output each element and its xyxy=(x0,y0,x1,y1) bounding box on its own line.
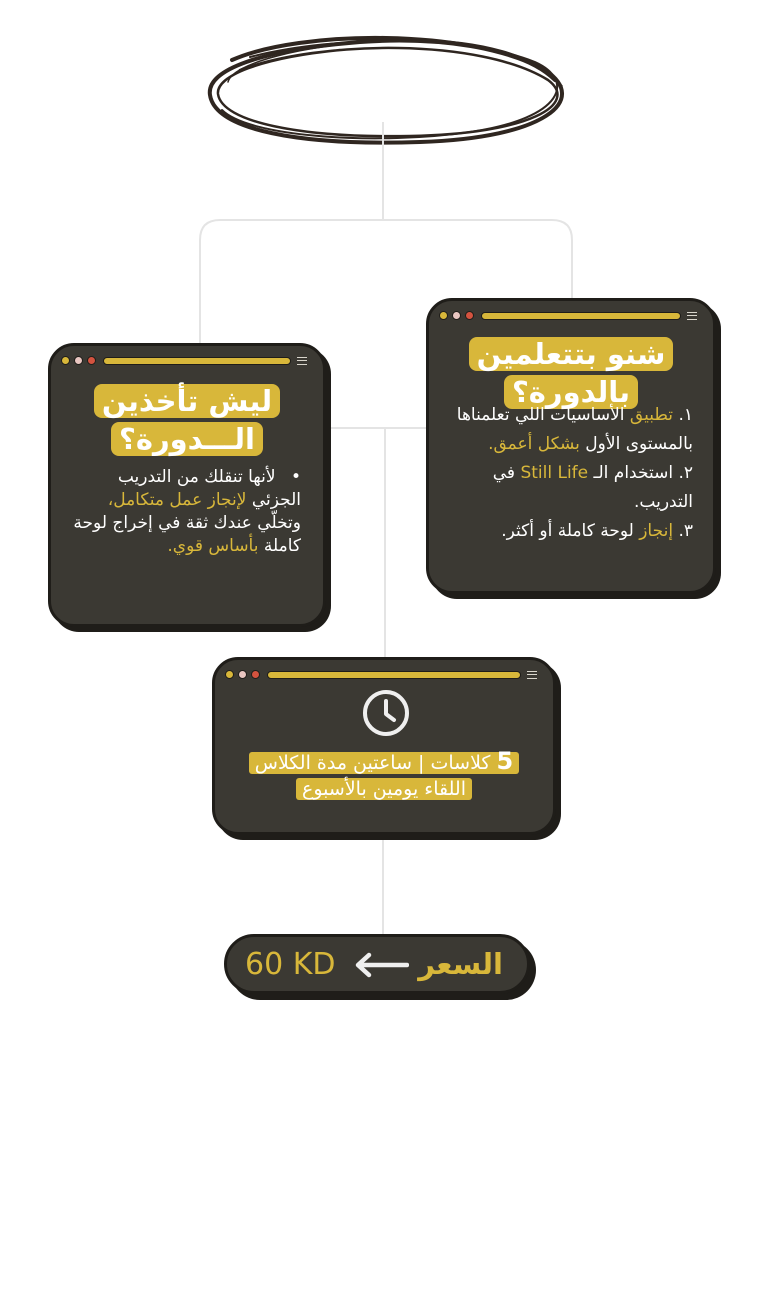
schedule-card xyxy=(212,657,556,835)
window-dot-red-icon xyxy=(87,356,96,365)
window-titlebar xyxy=(61,355,309,367)
menu-icon xyxy=(527,671,537,679)
window-dot-pink-icon xyxy=(74,356,83,365)
list-item: ١. تطبيق الأساسيات اللي تعلمناها بالمستوى الأول بشكل أعمق. xyxy=(456,405,693,454)
menu-icon xyxy=(687,312,697,320)
window-titlebar xyxy=(439,310,699,322)
why-list xyxy=(67,466,301,558)
window-dot-pink-icon xyxy=(452,311,461,320)
learn-list xyxy=(447,401,693,546)
arrow-left-icon xyxy=(353,952,409,978)
list-item: • لأنها تنقلك من التدريب الجزئي لإنجاز عمل متكامل، وتخلّي عندك ثقة في إخراج لوحة كاملة بأساس قوي. xyxy=(67,466,301,558)
window-titlebar xyxy=(225,669,539,681)
learn-card-title: شنو بتتعلمين بالدورة؟ xyxy=(439,335,703,411)
window-dot-red-icon xyxy=(251,670,260,679)
clock-icon xyxy=(361,688,411,738)
schedule-text: 5 كلاسات | ساعتين مدة الكلاس اللقاء يومين بالأسبوع xyxy=(221,748,547,802)
price-label: السعر xyxy=(418,947,503,981)
window-dot-red-icon xyxy=(465,311,474,320)
price-badge xyxy=(224,934,530,994)
why-card xyxy=(48,343,326,627)
learn-card xyxy=(426,298,716,594)
list-item: ٣. إنجاز لوحة كاملة أو أكثر. xyxy=(501,521,693,541)
window-dot-yellow-icon xyxy=(225,670,234,679)
why-card-title: ليش تأخذين الـــدورة؟ xyxy=(61,382,313,458)
menu-icon xyxy=(297,357,307,365)
window-dot-yellow-icon xyxy=(61,356,70,365)
list-item: ٢. استخدام الـ Still Life في التدريب. xyxy=(492,463,693,512)
window-dot-pink-icon xyxy=(238,670,247,679)
scribble-circle xyxy=(210,38,562,143)
price-amount: 60 KD xyxy=(245,947,336,982)
window-dot-yellow-icon xyxy=(439,311,448,320)
